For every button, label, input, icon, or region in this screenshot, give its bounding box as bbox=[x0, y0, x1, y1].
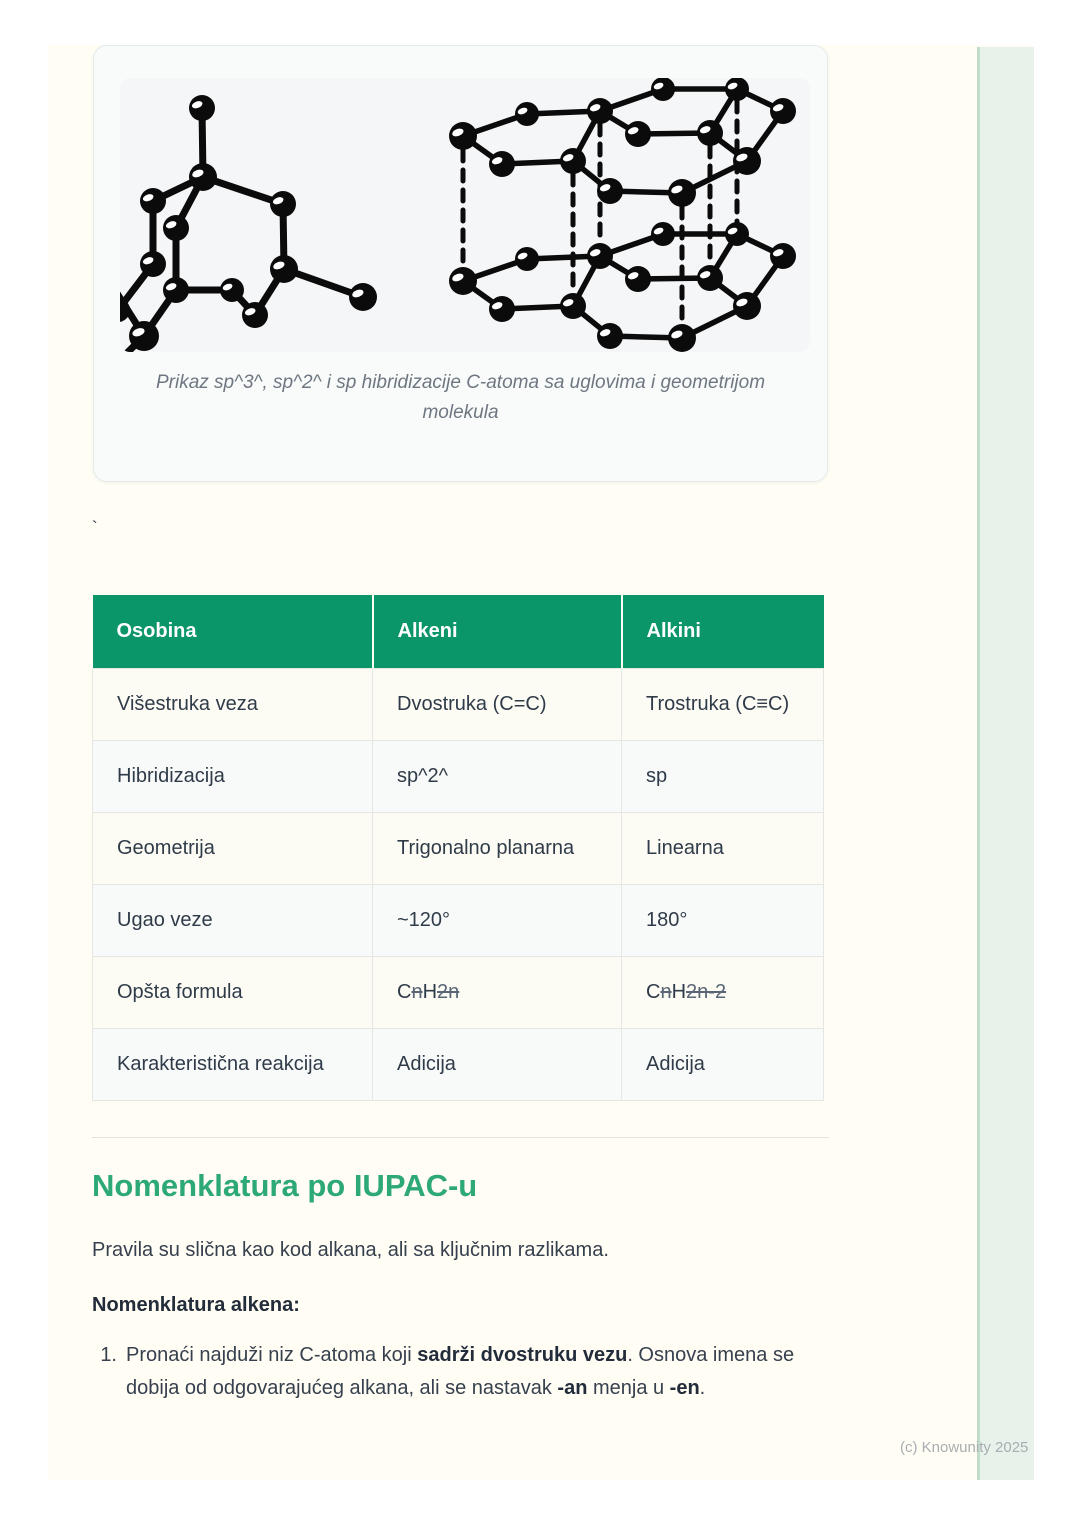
list-item-number: 1. bbox=[100, 1344, 117, 1366]
numbered-list bbox=[92, 1339, 837, 1405]
formula-struck: 2n bbox=[437, 980, 460, 1003]
section-subheading: Nomenklatura alkena: bbox=[92, 1294, 300, 1316]
cell-formula-alkeni bbox=[373, 956, 622, 1028]
bold-run: sadrži dvostruku vezu bbox=[417, 1344, 628, 1366]
cell-label: Karakteristična reakcija bbox=[93, 1028, 373, 1100]
table-header-row bbox=[93, 595, 824, 668]
formula-part: H bbox=[671, 980, 687, 1003]
cell-label: Višestruka veza bbox=[93, 668, 373, 740]
cell-value: sp^2^ bbox=[373, 740, 622, 812]
table-row bbox=[93, 812, 824, 884]
cell-value: Adicija bbox=[373, 1028, 622, 1100]
formula-struck: 2n-2 bbox=[686, 980, 727, 1003]
cell-formula-alkini bbox=[622, 956, 824, 1028]
section-heading: Nomenklatura po IUPAC-u bbox=[92, 1168, 478, 1203]
list-item bbox=[92, 1339, 837, 1405]
cell-label: Geometrija bbox=[93, 812, 373, 884]
formula-part: C bbox=[646, 980, 661, 1003]
column-header-osobina: Osobina bbox=[93, 595, 373, 668]
cell-value: Adicija bbox=[622, 1028, 824, 1100]
cell-value: 180° bbox=[622, 884, 824, 956]
table-row-formula bbox=[93, 956, 824, 1028]
formula-struck: n bbox=[411, 980, 423, 1003]
molecule-structures-illustration bbox=[120, 78, 810, 352]
cell-value: ~120° bbox=[373, 884, 622, 956]
cell-value: Dvostruka (C=C) bbox=[373, 668, 622, 740]
table-row bbox=[93, 1028, 824, 1100]
cell-value: Linearna bbox=[622, 812, 824, 884]
table-row bbox=[93, 668, 824, 740]
page-edge-strip bbox=[977, 47, 1034, 1480]
list-item-text bbox=[126, 1339, 837, 1405]
section-divider bbox=[92, 1137, 829, 1138]
cell-value: sp bbox=[622, 740, 824, 812]
stray-backtick: ` bbox=[92, 518, 98, 537]
figure-caption-text: Prikaz sp^3^, sp^2^ i sp hibridizacije C-atoma sa uglovima i geometrijom molekula bbox=[155, 372, 766, 423]
alkene-alkyne-table bbox=[92, 595, 824, 1101]
cell-value: Trigonalno planarna bbox=[373, 812, 622, 884]
table-row bbox=[93, 740, 824, 812]
bold-run: -an bbox=[557, 1377, 588, 1399]
text-run: . Osnova imena se dobija od odgovarajućeg alkana, ali se nastavak bbox=[126, 1344, 795, 1399]
table-row bbox=[93, 884, 824, 956]
column-header-alkini: Alkini bbox=[622, 595, 824, 668]
text-run: . bbox=[699, 1377, 706, 1399]
note-sheet bbox=[48, 45, 1033, 1480]
section-intro: Pravila su slična kao kod alkana, ali sa ključnim razlikama. bbox=[92, 1239, 609, 1261]
text-run: menja u bbox=[587, 1377, 670, 1399]
figure-caption bbox=[94, 368, 827, 428]
cell-label: Ugao veze bbox=[93, 884, 373, 956]
bold-run: -en bbox=[669, 1377, 700, 1399]
cell-label: Hibridizacija bbox=[93, 740, 373, 812]
formula-struck: n bbox=[660, 980, 672, 1003]
cell-label: Opšta formula bbox=[93, 956, 373, 1028]
copyright-watermark: (c) Knowunity 2025 bbox=[900, 1439, 1029, 1456]
cell-value: Trostruka (C≡C) bbox=[622, 668, 824, 740]
figure-image-panel bbox=[120, 78, 810, 352]
formula-part: C bbox=[397, 980, 412, 1003]
text-run: Pronaći najduži niz C-atoma koji bbox=[126, 1344, 418, 1366]
formula-part: H bbox=[422, 980, 438, 1003]
column-header-alkeni: Alkeni bbox=[373, 595, 622, 668]
figure-card bbox=[93, 45, 828, 482]
